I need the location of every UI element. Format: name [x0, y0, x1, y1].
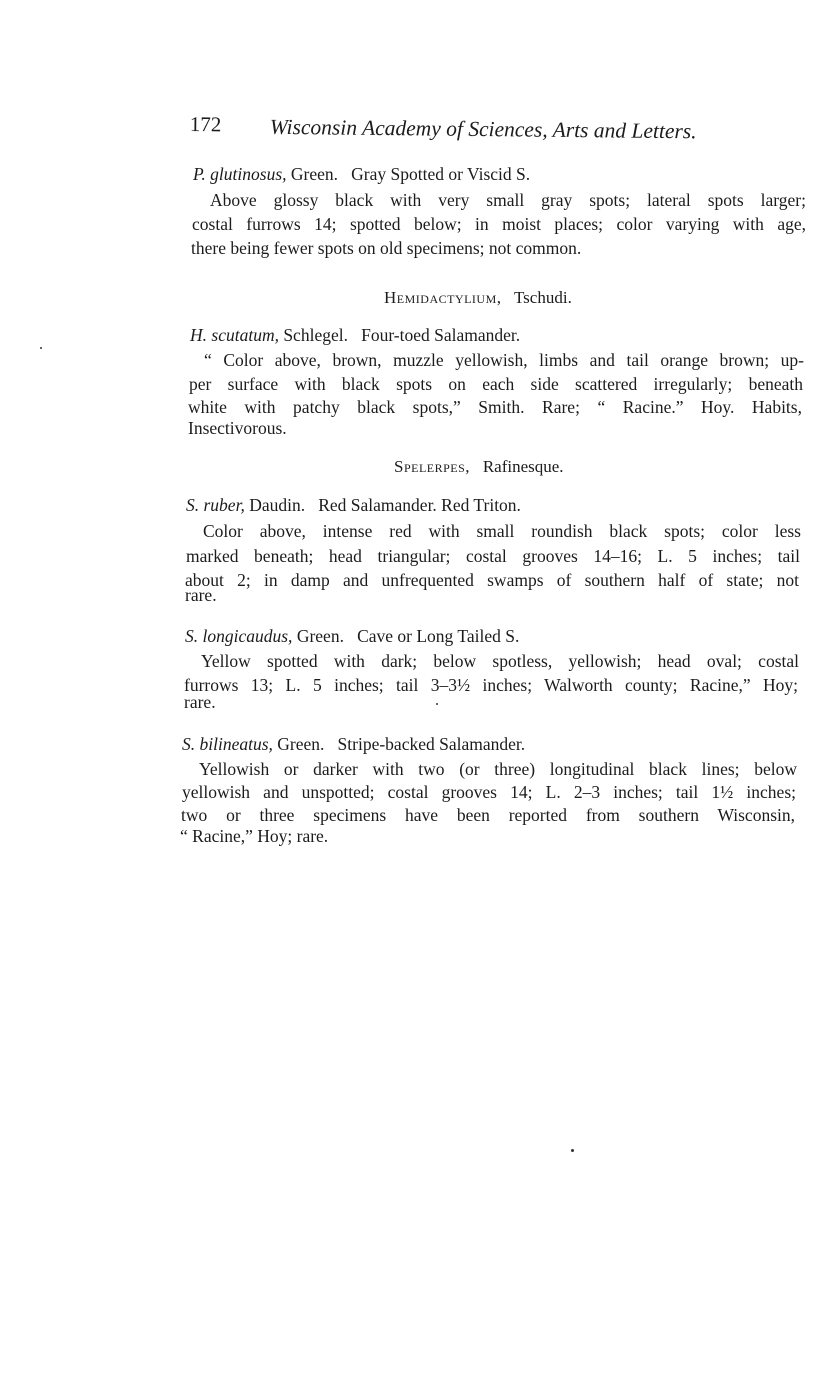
description-line: white with patchy black spots,” Smith. Rare; “ Racine.” Hoy. Habits,	[188, 397, 802, 417]
species-name: S. ruber,	[186, 495, 245, 515]
species-name: P. glutinosus,	[193, 164, 287, 184]
common-name: Gray Spotted or Viscid S.	[351, 164, 531, 184]
description-line: “ Color above, brown, muzzle yellowish, limbs and tail orange brown; up-	[204, 350, 804, 370]
description-line: Yellow spotted with dark; below spotless, yellowish; head oval; costal	[201, 651, 799, 671]
genus-heading	[394, 457, 564, 477]
description-line: yellowish and unspotted; costal grooves 14; L. 2–3 inches; tail 1½ inches;	[182, 782, 796, 802]
description-line: rare.	[184, 692, 216, 712]
description-line: rare.	[185, 585, 217, 605]
description-line: about 2; in damp and unfrequented swamps of southern half of state; not	[185, 570, 799, 590]
genus-name: Spelerpes,	[394, 457, 471, 476]
species-heading	[185, 626, 519, 647]
species-name: H. scutatum,	[190, 325, 279, 345]
description-line: there being fewer spots on old specimens; not common.	[191, 238, 582, 258]
species-authority: Green.	[290, 164, 339, 184]
description-line: Color above, intense red with small roundish black spots; color less	[203, 521, 801, 541]
common-name: Four-toed Salamander.	[361, 325, 521, 345]
species-name: S. longicaudus,	[185, 626, 293, 646]
description-line: Above glossy black with very small gray spots; lateral spots larger;	[210, 190, 806, 210]
running-title: Wisconsin Academy of Sciences, Arts and Letters.	[269, 114, 697, 144]
genus-name: Hemidactylium,	[384, 288, 502, 307]
description-line: Insectivorous.	[188, 418, 287, 438]
description-line: Yellowish or darker with two (or three) longitudinal black lines; below	[199, 759, 797, 779]
species-authority: Daudin.	[249, 495, 306, 515]
genus-authority: Rafinesque.	[482, 457, 564, 476]
common-name: Red Salamander. Red Triton.	[318, 495, 521, 515]
species-authority: Schlegel.	[283, 325, 348, 345]
description-line: “ Racine,” Hoy; rare.	[180, 826, 329, 846]
running-head	[190, 112, 740, 154]
genus-heading	[384, 288, 572, 308]
description-line: two or three specimens have been reported from southern Wisconsin,	[181, 805, 795, 825]
species-name: S. bilineatus,	[182, 734, 273, 754]
description-line: costal furrows 14; spotted below; in moist places; color varying with age,	[192, 214, 806, 234]
scan-speck	[40, 347, 42, 349]
common-name: Cave or Long Tailed S.	[357, 626, 520, 646]
description-line: per surface with black spots on each side scattered irregularly; beneath	[189, 374, 803, 394]
genus-authority: Tschudi.	[513, 288, 572, 307]
description-line: marked beneath; head triangular; costal grooves 14–16; L. 5 inches; tail	[186, 546, 800, 566]
species-heading	[186, 495, 521, 516]
scan-speck	[571, 1149, 574, 1152]
common-name: Stripe-backed Salamander.	[337, 734, 526, 754]
species-heading	[193, 164, 530, 185]
species-heading	[182, 734, 525, 755]
species-authority: Green.	[296, 626, 344, 646]
scan-speck	[436, 703, 438, 705]
page-number: 172	[189, 112, 222, 137]
description-line: furrows 13; L. 5 inches; tail 3–3½ inches; Walworth county; Racine,” Hoy;	[184, 675, 798, 695]
species-authority: Green.	[277, 734, 325, 754]
species-heading	[190, 325, 520, 346]
